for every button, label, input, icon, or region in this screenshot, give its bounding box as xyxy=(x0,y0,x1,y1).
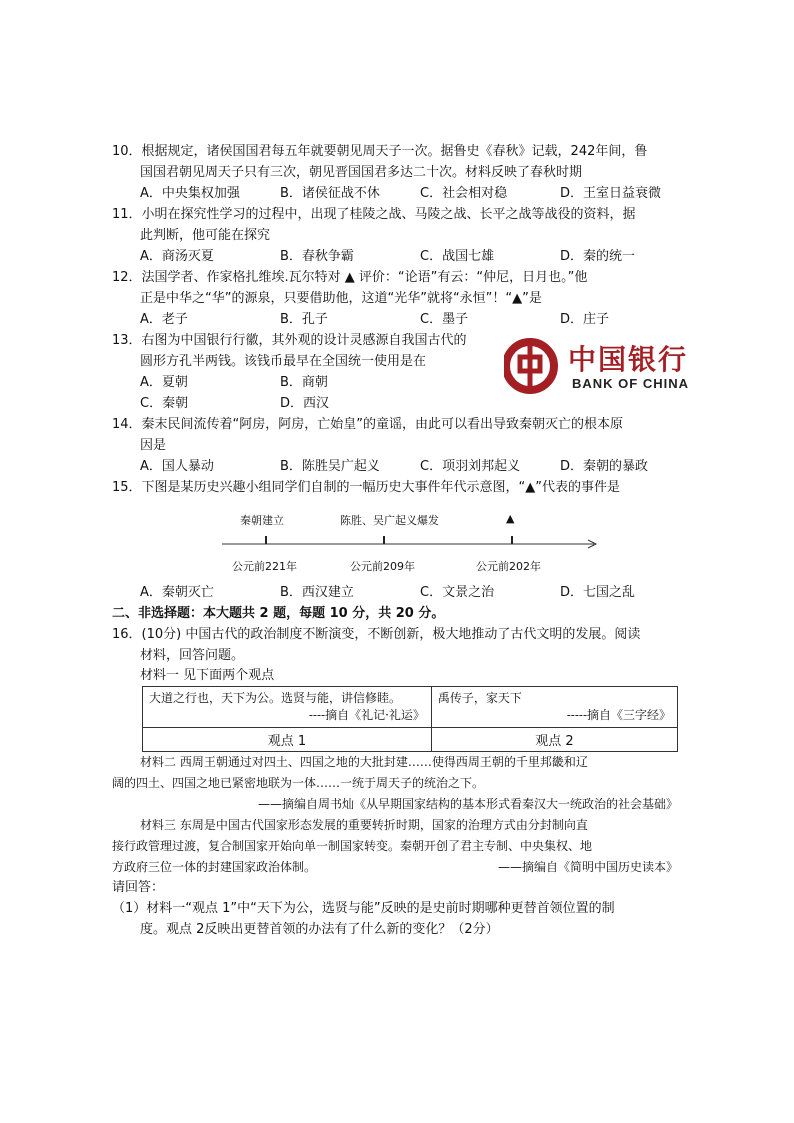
q15-line1: 15．下图是某历史兴趣小组同学们自制的一幅历史大事件年代示意图，“▲”代表的事件是 xyxy=(112,480,621,495)
q14-line2: 因是 xyxy=(140,438,167,453)
q12-option-b: B．孔子 xyxy=(280,312,328,327)
q14-option-b: B．陈胜吴广起义 xyxy=(280,459,380,474)
q13-line1: 13．右图为中国银行行徽，其外观的设计灵感源自我国古代的 xyxy=(112,333,467,348)
material-3-line3: 方政府三位一体的封建国家政治体制。 xyxy=(112,860,317,874)
q10-option-a: A．中央集权加强 xyxy=(140,186,240,201)
q11-option-c: C．战国七雄 xyxy=(420,249,495,264)
material-3-source: ——摘编自《简明中国历史读本》 xyxy=(497,860,678,874)
material-2-line1: 材料二 西周王朝通过对四土、四国之地的大批封建……使得西周王朝的千里邦畿和辽 xyxy=(140,755,588,769)
logo-chinese-name: 中国银行 xyxy=(568,343,689,376)
answer-prompt: 请回答： xyxy=(112,880,165,895)
view-2-text: 禹传子，家天下 xyxy=(437,691,522,705)
bank-of-china-logo xyxy=(504,336,704,396)
q11-option-a: A．商汤灭夏 xyxy=(140,249,214,264)
q10-option-d: D．王室日益衰微 xyxy=(560,186,662,201)
timeline-event-3: ▲ xyxy=(506,512,515,525)
q12-option-d: D．庄子 xyxy=(560,312,610,327)
q15-options xyxy=(140,583,680,603)
q10-options xyxy=(140,184,680,204)
timeline-date-1: 公元前221年 xyxy=(232,560,297,573)
q15-option-c: C．文景之治 xyxy=(420,585,495,600)
logo-english-name: BANK OF CHINA xyxy=(572,376,689,391)
q13-option-b: B．商朝 xyxy=(280,375,328,390)
q14-option-d: D．秦朝的暴政 xyxy=(560,459,649,474)
q13-line2: 圆形方孔半两钱。该钱币最早在全国统一使用是在 xyxy=(140,354,427,369)
q11-line2: 此判断，他可能在探究 xyxy=(140,228,271,243)
material-2-source: ——摘编自周书灿《从早期国家结构的基本形式看秦汉大一统政治的社会基础》 xyxy=(257,797,678,811)
view-1-source: ----摘自《礼记·礼运》 xyxy=(308,708,425,722)
q15-option-a: A．秦朝灭亡 xyxy=(140,585,214,600)
timeline-diagram xyxy=(222,508,602,578)
q14-options xyxy=(140,457,680,477)
q16-line2: 材料，回答问题。 xyxy=(140,648,245,663)
q13-option-d: D．西汉 xyxy=(280,396,330,411)
q15-option-d: D．七国之乱 xyxy=(560,585,636,600)
timeline-event-1: 秦朝建立 xyxy=(240,514,284,527)
material-3-line1: 材料三 东周是中国古代国家形态发展的重要转折时期，国家的治理方式由分封制向直 xyxy=(140,818,588,832)
q13-option-c: C．秦朝 xyxy=(140,396,189,411)
q12-options xyxy=(140,310,680,330)
view-2-source: -----摘自《三字经》 xyxy=(566,708,671,722)
q16-sub1-line2: 度。观点 2反映出更替首领的办法有了什么新的变化？（2分） xyxy=(140,922,499,937)
q11-options xyxy=(140,247,680,267)
material-2-line2: 阔的四土、四国之地已紧密地联为一体……一统于周天子的统治之下。 xyxy=(112,776,485,790)
q12-line2: 正是中华之“华”的源泉，只要借助他，这道“光华”就将“永恒”！“▲”是 xyxy=(140,291,542,306)
q14-option-a: A．国人暴动 xyxy=(140,459,214,474)
material-1-title: 材料一 见下面两个观点 xyxy=(140,668,275,683)
view-2-label: 观点 2 xyxy=(431,728,677,752)
q14-option-c: C．项羽刘邦起义 xyxy=(420,459,521,474)
timeline-event-2: 陈胜、吴广起义爆发 xyxy=(340,514,439,527)
q14-line1: 14．秦末民间流传着“阿房，阿房，亡始皇”的童谣，由此可以看出导致秦朝灭亡的根本原 xyxy=(112,417,624,432)
view-2-cell xyxy=(431,687,677,728)
section-2-heading: 二、非选择题：本大题共 2 题，每题 10 分，共 20 分。 xyxy=(112,606,445,621)
timeline-date-2: 公元前209年 xyxy=(350,560,415,573)
material-3-line2: 接行政管理过渡，复合制国家开始向单一制国家转变。秦朝开创了君主专制、中央集权、地 xyxy=(112,839,593,853)
viewpoints-table xyxy=(142,686,678,752)
q10-option-c: C．社会相对稳 xyxy=(420,186,508,201)
view-1-text: 大道之行也，天下为公。选贤与能，讲信修睦。 xyxy=(149,691,402,705)
q13-options-row2 xyxy=(140,394,680,414)
q12-option-a: A．老子 xyxy=(140,312,188,327)
q11-line1: 11．小明在探究性学习的过程中，出现了桂陵之战、马陵之战、长平之战等战役的资料，据 xyxy=(112,207,636,222)
q11-option-d: D．秦的统一 xyxy=(560,249,636,264)
q12-line1: 12．法国学者、作家格扎维埃.瓦尔特对 ▲ 评价：“论语”有云：“仲尼，日月也。”他 xyxy=(112,270,588,285)
q13-option-a: A．夏朝 xyxy=(140,375,188,390)
q10-option-b: B．诸侯征战不休 xyxy=(280,186,380,201)
view-1-label: 观点 1 xyxy=(143,728,432,752)
q15-option-b: B．西汉建立 xyxy=(280,585,354,600)
q10-line2: 国国君朝见周天子只有三次，朝见晋国国君多达二十次。材料反映了春秋时期 xyxy=(140,165,583,180)
q12-option-c: C．墨子 xyxy=(420,312,469,327)
view-1-cell xyxy=(143,687,432,728)
q10-line1: 10．根据规定，诸侯国国君每五年就要朝见周天子一次。据鲁史《春秋》记载，242年间，鲁 xyxy=(112,144,648,159)
q16-line1: 16．(10分) 中国古代的政治制度不断演变，不断创新，极大地推动了古代文明的发展。阅读 xyxy=(112,627,641,642)
timeline-date-3: 公元前202年 xyxy=(476,560,541,573)
q11-option-b: B．春秋争霸 xyxy=(280,249,354,264)
q16-sub1-line1: （1）材料一“观点 1”中“天下为公，选贤与能”反映的是史前时期哪种更替首领位置的制 xyxy=(112,901,615,916)
